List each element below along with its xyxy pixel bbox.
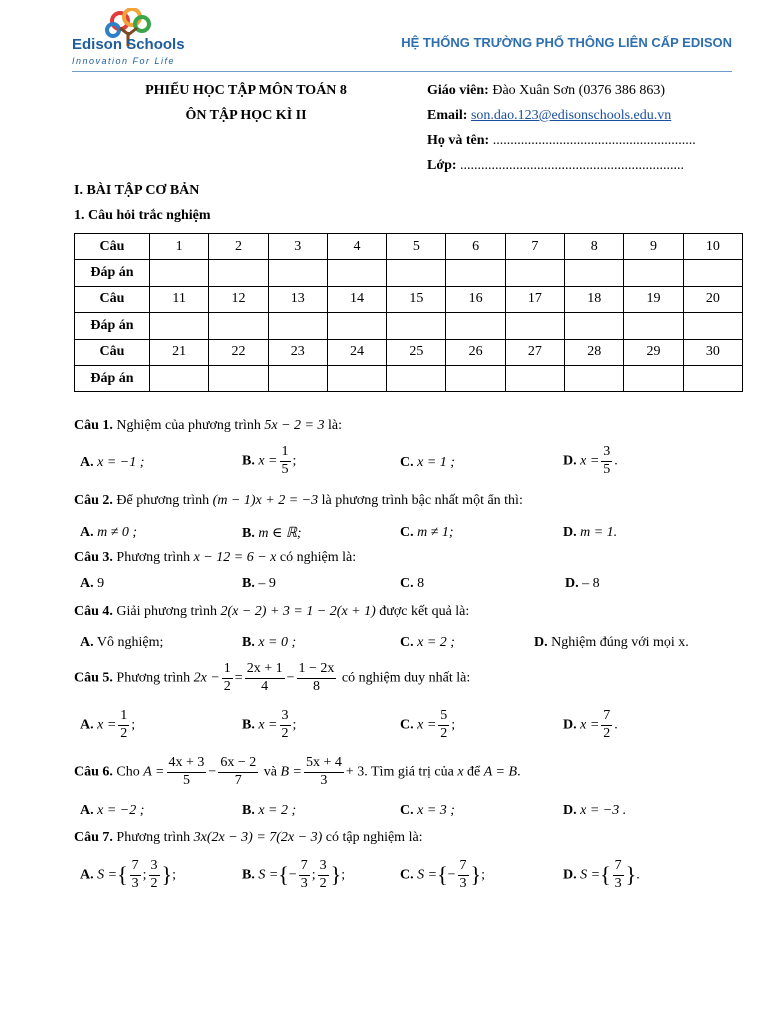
grid-q-number: 15 [387,286,446,312]
option-value: x = [258,453,278,469]
fraction-denominator: 2 [440,725,448,741]
fraction-denominator: 2 [281,725,289,741]
equation-part: + 3 [345,764,365,780]
email-info [427,108,671,124]
option-value: S = [97,867,118,883]
grid-a-label: Đáp án [75,313,150,339]
teacher-label: Giáo viên: [427,83,489,98]
fraction-denominator: 2 [120,725,128,741]
answer-cell[interactable] [446,260,505,286]
option-d[interactable] [563,525,617,541]
answer-grid [74,233,743,392]
fraction-denominator: 2 [603,725,611,741]
option-b[interactable]: B. S ={− $\frac{7}{3}$ ; $\frac{3}{2}$ }; [242,858,346,891]
name-label: Họ và tên: [427,133,490,148]
teacher-info [427,83,665,99]
answer-cell[interactable] [209,365,268,391]
option-value: m = 1. [580,525,618,540]
equation-part: − [286,670,295,686]
answer-cell[interactable] [327,365,386,391]
answer-cell[interactable] [150,313,209,339]
option-punct: ; [341,867,346,883]
option-c[interactable] [400,635,455,651]
option-c[interactable] [400,576,424,592]
option-letter: C. [400,576,414,591]
fraction-numerator: 5 [438,709,449,726]
question-text: được kết quả là: [379,604,470,619]
option-letter: A. [80,635,94,650]
variable: x [457,764,464,780]
fraction-numerator: 7 [613,859,624,876]
option-value: x = 2 ; [258,803,297,818]
grid-q-number: 24 [327,339,386,365]
brand-name: Edison Schools [72,36,185,53]
fraction-numerator: 1 − 2x [297,662,337,679]
fraction-denominator: 3 [614,875,622,891]
brand-tagline: Innovation For Life [72,56,176,66]
option-letter: D. [565,576,579,591]
fraction-numerator: 2x + 1 [245,662,285,679]
option-value: x = −1 ; [97,455,145,470]
question-label: Câu 1. [74,418,113,433]
option-a[interactable] [80,576,104,592]
question-text: Phương trình [116,670,191,686]
fraction-numerator: 3 [280,709,291,726]
question-4 [74,604,469,620]
fraction-numerator: 7 [299,859,310,876]
option-punct: ; [292,453,297,469]
fraction-denominator: 2 [223,678,231,694]
question-text: có nghiệm duy nhất là: [341,670,471,686]
answer-cell[interactable] [683,313,742,339]
option-letter: C. [400,525,414,540]
option-letter: C. [400,455,414,470]
question-text: Phương trình [116,830,191,845]
question-text: Giải phương trình [116,604,217,619]
option-a[interactable] [80,635,163,651]
option-c[interactable] [400,803,455,819]
option-value: x = [417,717,437,733]
option-value: x = 3 ; [417,803,455,818]
option-value: – 9 [258,576,276,591]
fraction-numerator: 4x + 3 [167,756,207,773]
equation-part: A = [143,764,165,780]
option-b[interactable] [242,803,296,819]
answer-cell[interactable] [505,313,564,339]
answer-cell[interactable] [446,313,505,339]
fraction-denominator: 3 [320,772,328,788]
equation-part: A = B [483,764,518,780]
option-a[interactable] [80,455,144,471]
option-c[interactable] [400,709,455,741]
answer-cell[interactable] [209,313,268,339]
answer-cell[interactable] [268,260,327,286]
answer-cell[interactable] [387,313,446,339]
option-value: m ∈ ℝ; [258,526,302,541]
option-value: x = [258,717,278,733]
fraction-numerator: 1 [118,709,129,726]
grid-q-number: 14 [327,286,386,312]
teacher-value: Đào Xuân Sơn (0376 386 863) [492,83,666,98]
name-blank[interactable]: .......................................................... [492,133,696,148]
option-d[interactable] [563,803,626,819]
grid-q-number: 28 [565,339,624,365]
option-d[interactable] [565,576,600,592]
header-divider [72,71,732,72]
grid-q-number: 20 [683,286,742,312]
grid-answer-row [75,260,743,286]
grid-q-number: 26 [446,339,505,365]
grid-q-number: 6 [446,234,505,260]
grid-q-label: Câu [75,234,150,260]
option-letter: A. [80,717,94,733]
option-c[interactable] [400,455,455,471]
grid-q-number: 30 [683,339,742,365]
option-value: x = 0 ; [258,635,297,650]
grid-q-number: 11 [150,286,209,312]
option-d[interactable] [534,635,689,651]
grid-q-number: 23 [268,339,327,365]
fraction-denominator: 3 [131,875,139,891]
grid-q-number: 5 [387,234,446,260]
answer-cell[interactable] [565,365,624,391]
option-letter: B. [242,803,255,818]
option-value: S = [580,867,601,883]
grid-q-number: 27 [505,339,564,365]
section-heading-mcq: 1. Câu hỏi trắc nghiệm [74,208,211,223]
option-c[interactable] [400,525,454,541]
option-value: Nghiệm đúng với mọi x. [551,635,689,650]
fraction-denominator: 5 [182,772,190,788]
option-punct: ; [131,717,136,733]
option-letter: C. [400,803,414,818]
grid-q-number: 2 [209,234,268,260]
option-a[interactable] [80,803,144,819]
option-value: m ≠ 1; [417,525,454,540]
fraction-denominator: 2 [150,875,158,891]
answer-cell[interactable] [327,260,386,286]
grid-a-label: Đáp án [75,365,150,391]
answer-cell[interactable] [505,365,564,391]
question-text: Để phương trình [116,493,210,508]
option-value: x = [580,453,600,469]
grid-q-number: 3 [268,234,327,260]
option-value: – 8 [582,576,600,591]
equation-part: − [208,764,217,780]
question-text: là: [327,418,342,433]
option-letter: A. [80,803,94,818]
question-text: Cho [116,764,140,780]
option-punct: ; [292,717,297,733]
option-value: S = [417,867,438,883]
grid-q-number: 16 [446,286,505,312]
option-a[interactable] [80,525,137,541]
answer-cell[interactable] [683,365,742,391]
class-line [427,158,684,174]
question-label: Câu 2. [74,493,113,508]
grid-q-number: 7 [505,234,564,260]
question-text: và [263,764,277,780]
grid-q-number: 13 [268,286,327,312]
email-link[interactable]: son.dao.123@edisonschools.edu.vn [470,108,672,123]
fraction-denominator: 7 [234,772,242,788]
option-value: x = [580,717,600,733]
option-value: Vô nghiệm; [96,635,164,650]
answer-cell[interactable] [268,313,327,339]
fraction-numerator: 1 [222,662,233,679]
equation: 3x(2x − 3) = 7(2x − 3) [193,830,323,845]
question-7 [74,830,423,846]
question-text: . [517,764,521,780]
option-letter: B. [242,635,255,650]
question-label: Câu 5. [74,670,113,686]
option-letter: D. [563,717,577,733]
answer-cell[interactable] [624,313,683,339]
answer-cell[interactable] [387,365,446,391]
grid-q-number: 9 [624,234,683,260]
question-label: Câu 4. [74,604,113,619]
question-text: để [467,764,481,780]
grid-q-number: 25 [387,339,446,365]
question-label: Câu 6. [74,764,113,780]
grid-q-number: 10 [683,234,742,260]
option-punct: . [614,453,618,469]
option-letter: C. [400,635,414,650]
school-system-name: HỆ THỐNG TRƯỜNG PHỔ THÔNG LIÊN CẤP EDISON [401,35,732,50]
answer-cell[interactable] [150,365,209,391]
option-letter: D. [563,867,577,883]
option-letter: C. [400,717,414,733]
option-punct: . [636,867,640,883]
grid-q-number: 18 [565,286,624,312]
option-punct: ; [172,867,176,883]
option-punct: ; [481,867,485,883]
option-letter: A. [80,576,94,591]
fraction-denominator: 5 [281,461,289,477]
question-text: có nghiệm là: [279,550,357,565]
answer-cell[interactable] [209,260,268,286]
equation-part: B = [280,764,302,780]
grid-question-row [75,286,743,312]
option-value: m ≠ 0 ; [97,525,138,540]
question-5 [74,662,470,694]
option-letter: A. [80,525,94,540]
option-letter: C. [400,867,414,883]
fraction-denominator: 3 [459,875,467,891]
fraction-numerator: 5x + 4 [304,756,344,773]
option-d[interactable] [563,709,618,741]
equation: 5x − 2 = 3 [264,418,325,433]
answer-cell[interactable] [446,365,505,391]
option-value: x = [97,717,117,733]
grid-answer-row [75,365,743,391]
grid-q-number: 29 [624,339,683,365]
question-text: có tập nghiệm là: [325,830,423,845]
option-a[interactable] [80,709,135,741]
answer-cell[interactable] [327,313,386,339]
option-value: 8 [417,576,425,591]
worksheet-title: PHIẾU HỌC TẬP MÔN TOÁN 8 [145,83,347,98]
answer-cell[interactable] [565,260,624,286]
grid-q-number: 21 [150,339,209,365]
option-c[interactable]: C. S ={− $\frac{7}{3}$ }; [400,858,485,891]
grid-q-number: 17 [505,286,564,312]
option-a[interactable]: A. S ={ $\frac{7}{3}$ ; $\frac{3}{2}$ }; [80,858,176,891]
option-b[interactable] [242,709,296,741]
answer-cell[interactable] [624,365,683,391]
fraction-numerator: 3 [149,859,160,876]
answer-cell[interactable] [150,260,209,286]
option-punct: ; [451,717,456,733]
equation-part: 2x − [193,670,220,686]
question-label: Câu 7. [74,830,113,845]
equation: 2(x − 2) + 3 = 1 − 2(x + 1) [220,604,376,619]
grid-q-number: 1 [150,234,209,260]
equation-part: = [234,670,243,686]
option-letter: B. [242,453,255,469]
grid-q-number: 12 [209,286,268,312]
fraction-numerator: 7 [601,709,612,726]
grid-question-row [75,339,743,365]
option-letter: B. [242,576,255,591]
question-text: là phương trình bậc nhất một ẩn thì: [321,493,523,508]
answer-cell[interactable] [565,313,624,339]
grid-q-number: 4 [327,234,386,260]
option-value: x = 1 ; [417,455,455,470]
equation: (m − 1)x + 2 = −3 [212,493,319,508]
option-punct: . [614,717,618,733]
fraction-denominator: 2 [319,875,327,891]
option-letter: D. [563,803,577,818]
question-text: Nghiệm của phương trình [116,418,261,433]
option-letter: D. [563,453,577,469]
question-3 [74,550,356,566]
option-letter: A. [80,455,94,470]
fraction-numerator: 7 [458,859,469,876]
fraction-denominator: 3 [300,875,308,891]
option-value: S = [258,867,279,883]
option-d[interactable]: D. S ={ $\frac{7}{3}$ }. [563,858,640,891]
fraction-numerator: 3 [601,445,612,462]
grid-answer-row [75,313,743,339]
answer-cell[interactable] [505,260,564,286]
fraction-denominator: 8 [312,678,320,694]
grid-a-label: Đáp án [75,260,150,286]
question-text: Phương trình [116,550,191,565]
fraction-numerator: 6x − 2 [218,756,258,773]
fraction-numerator: 1 [280,445,291,462]
question-6 [74,756,521,788]
question-label: Câu 3. [74,550,113,565]
fraction-numerator: 3 [318,859,329,876]
student-name-line [427,133,696,149]
option-letter: A. [80,867,94,883]
question-2 [74,493,523,509]
option-b[interactable] [242,635,296,651]
grid-q-number: 8 [565,234,624,260]
option-value: x = −3 . [580,803,627,818]
worksheet-subtitle: ÔN TẬP HỌC KÌ II [185,108,307,123]
option-letter: D. [563,525,577,540]
answer-cell[interactable] [387,260,446,286]
option-b[interactable] [242,445,296,477]
class-label: Lớp: [427,158,457,173]
option-letter: B. [242,867,255,883]
option-b[interactable] [242,576,276,592]
question-text: . Tìm giá trị của [364,764,454,780]
grid-q-number: 19 [624,286,683,312]
fraction-denominator: 4 [261,678,269,694]
grid-question-row [75,234,743,260]
answer-cell[interactable] [683,260,742,286]
answer-cell[interactable] [268,365,327,391]
fraction-numerator: 7 [130,859,141,876]
equation: x − 12 = 6 − x [193,550,277,565]
option-letter: D. [534,635,548,650]
grid-q-label: Câu [75,286,150,312]
question-1 [74,418,342,434]
fraction-denominator: 5 [603,461,611,477]
grid-q-label: Câu [75,339,150,365]
option-d[interactable] [563,445,618,477]
email-label: Email: [427,108,468,123]
option-value: x = 2 ; [417,635,455,650]
option-letter: B. [242,717,255,733]
option-b[interactable] [242,525,302,542]
class-blank[interactable]: ................................................................ [460,158,685,173]
answer-cell[interactable] [624,260,683,286]
option-value: 9 [97,576,105,591]
grid-q-number: 22 [209,339,268,365]
option-letter: B. [242,526,255,541]
option-value: x = −2 ; [97,803,145,818]
section-heading-basic: I. BÀI TẬP CƠ BẢN [74,183,200,198]
